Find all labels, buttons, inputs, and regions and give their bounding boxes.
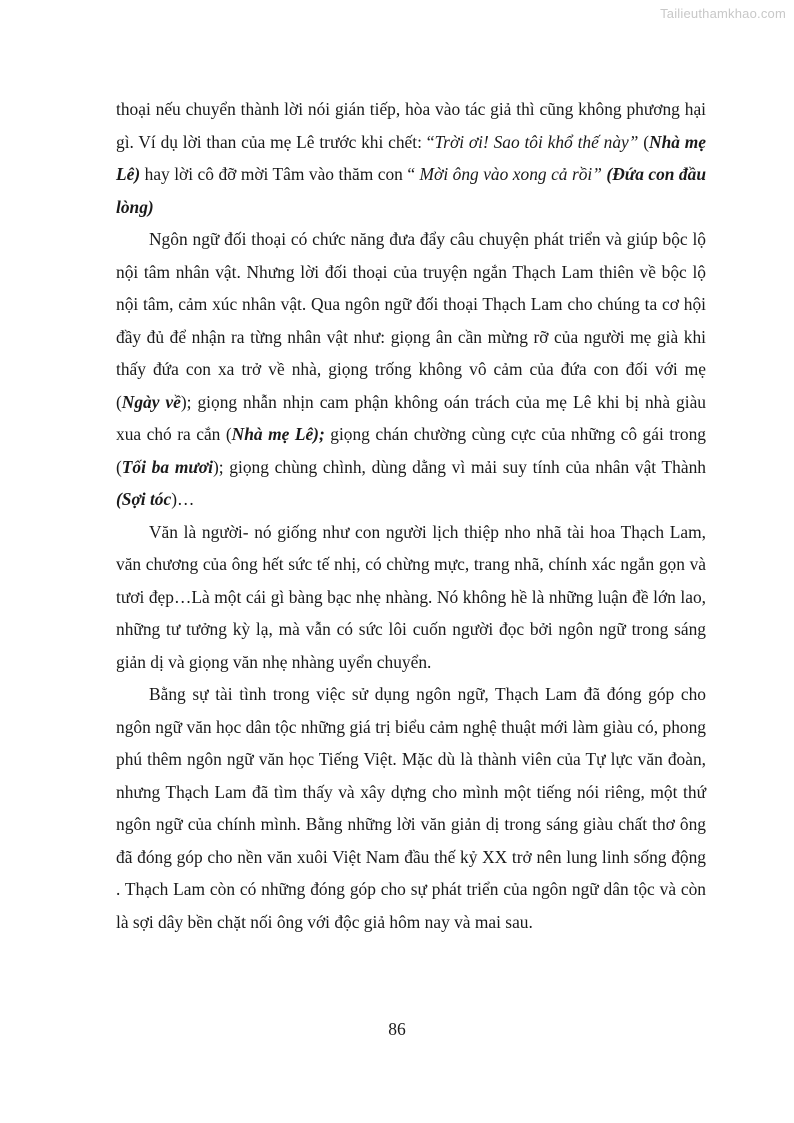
body-text: ); giọng chùng chình, dùng dằng vì mải suy tính của nhân vật Thành bbox=[212, 456, 706, 477]
body-text: ( bbox=[638, 131, 650, 152]
body-text: )… bbox=[171, 489, 195, 509]
emphasis-text: Tối ba mươi bbox=[121, 456, 213, 477]
emphasis-text: Nhà mẹ Lê); bbox=[231, 424, 325, 444]
body-text: Ngôn ngữ đối thoại có chức năng đưa đẩy câu chuyện phát triển và giúp bộc lộ nội tâm nhân vật. Nhưng lời đối thoại của truyện ngắn Thạch Lam thiên về bộc lộ nội tâm, cảm xúc nhân vật. Qua ngôn ngữ đối thoại Thạch Lam cho chúng ta cơ hội đầy đủ để nhận ra từng nhân vật như: giọng ân cần mừng rỡ của người mẹ già khi thấy đứa con xa trở về nhà, giọng trống không vô cảm của đứa con đối với mẹ ( bbox=[116, 229, 706, 412]
paragraph-3 bbox=[116, 516, 706, 679]
emphasis-text: (Đứa con đầu lòng) bbox=[116, 164, 706, 217]
body-text: hay lời cô đỡ mời Tâm vào thăm con “ bbox=[140, 164, 420, 184]
body-text: ); giọng nhẫn nhịn cam phận không oán trách của mẹ Lê khi bị nhà giàu xua chó ra cắn ( bbox=[116, 391, 706, 444]
document-body bbox=[116, 93, 706, 938]
emphasis-text: Ngày về bbox=[121, 391, 181, 412]
paragraph-1 bbox=[116, 93, 706, 223]
paragraph-2 bbox=[116, 223, 706, 516]
emphasis-text: Trời ơi! Sao tôi khổ thế này” bbox=[434, 131, 639, 152]
body-text: Văn là người- nó giống như con người lịch thiệp nho nhã tài hoa Thạch Lam, văn chương của ông hết sức tế nhị, có chừng mực, trang nhã, chính xác ngắn gọn và tươi đẹp…Là một cái gì bàng bạc nhẹ nhàng. Nó không hề là những luận đề lớn lao, những tư tưởng kỳ lạ, mà vẫn có sức lôi cuốn người đọc bởi ngôn ngữ trong sáng giản dị và giọng văn nhẹ nhàng uyển chuyển. bbox=[116, 521, 706, 672]
watermark-text: Tailieuthamkhao.com bbox=[660, 6, 786, 21]
paragraph-4 bbox=[116, 678, 706, 938]
body-text: Bằng sự tài tình trong việc sử dụng ngôn ngữ, Thạch Lam đã đóng góp cho ngôn ngữ văn học dân tộc những giá trị biểu cảm nghệ thuật mới làm giàu có, phong phú thêm ngôn ngữ văn học Tiếng Việt. Mặc dù là thành viên của Tự lực văn đoàn, nhưng Thạch Lam đã tìm thấy và xây dựng cho mình một tiếng nói riêng, một thứ ngôn ngữ của chính mình. Bằng những lời văn giản dị trong sáng giàu chất thơ ông đã đóng góp cho nền văn xuôi Việt Nam đầu thế kỷ XX trở nên lung linh sống động . Thạch Lam còn có những đóng góp cho sự phát triển của ngôn ngữ dân tộc và còn là sợi dây bền chặt nối ông với độc giả hôm nay và mai sau. bbox=[116, 684, 706, 932]
page-number: 86 bbox=[388, 1019, 406, 1039]
emphasis-text: Nhà mẹ Lê) bbox=[116, 131, 706, 184]
emphasis-text: (Sợi tóc bbox=[116, 489, 172, 509]
emphasis-text: Mời ông vào xong cả rồi” bbox=[419, 164, 602, 184]
body-text: thoại nếu chuyển thành lời nói gián tiếp, hòa vào tác giả thì cũng không phương hại gì. Ví dụ lời than của mẹ Lê trước khi chết: “ bbox=[116, 99, 706, 152]
body-text: giọng chán chường cùng cực của những cô gái trong ( bbox=[116, 424, 706, 477]
